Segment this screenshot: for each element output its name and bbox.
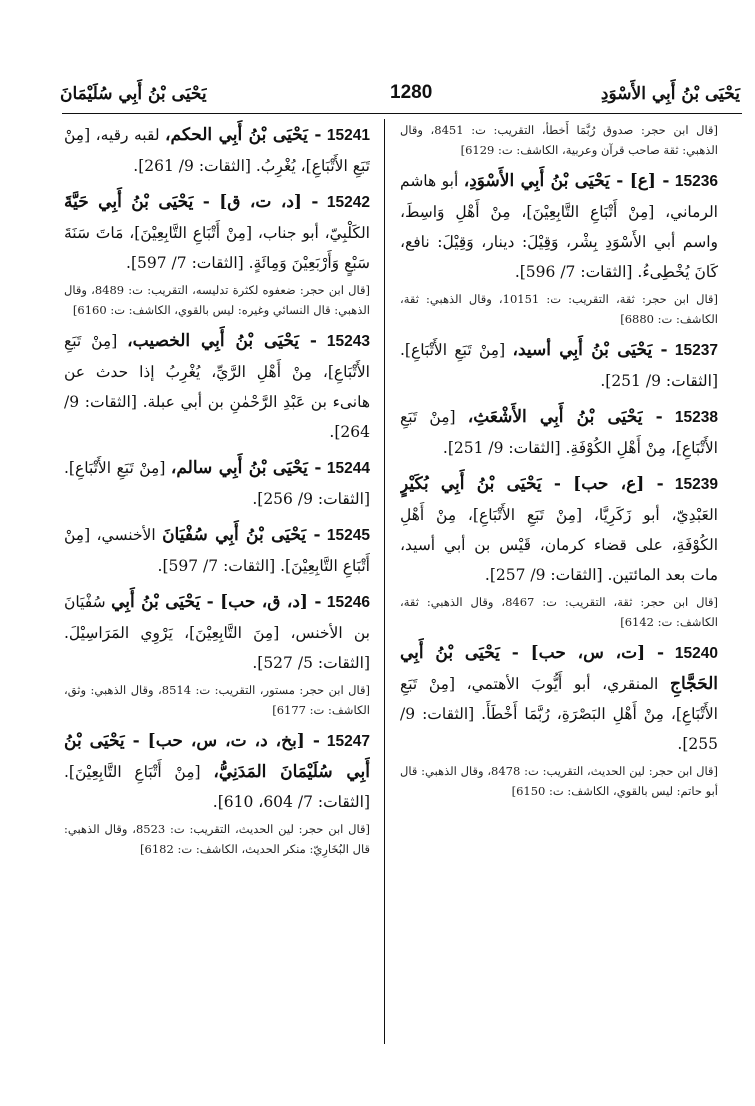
footnote-reference: [قال ابن حجر: مستور، التقريب: ت: 8514، وقال الذهبي: وثق، الكاشف: ت: 6177]: [64, 683, 370, 717]
biography-entry: [400, 166, 718, 287]
entry-body: [مِنْ تَبَعِ الأَتْبَاعِ]، مِنْ أَهْلِ الكُوْفَةِ. [الثقات: 9/ 251].: [400, 408, 718, 457]
footnote-reference: [قال ابن حجر: صدوق رُبَّمَا أَخطأ، التقريب: ت: 8451، وقال الذهبي: ثقة صاحب قرآن وعربية، الكاشف: ت: 6129]: [400, 123, 718, 157]
biography-entry: [64, 587, 370, 678]
entry-body: لقبه رقيه، [مِنْ تَبَعِ الأَتْبَاعِ]، يُغْرِبُ. [الثقات: 9/ 261].: [64, 126, 370, 175]
footnote-reference: [قال ابن حجر: ضعفوه لكثرة تدليسه، التقريب: ت: 8489، وقال الذهبي: قال النسائي وغيره: ليس بالقوي، الكاشف: ت: 6160]: [64, 283, 370, 317]
entry-body: سُفْيَانَ بن الأخنس، [مِنَ التَّابِعِيْنَ]، يَرْوِي المَرَاسِيْلَ. [الثقات: 5/ 527].: [64, 593, 370, 672]
biography-entry: [400, 469, 718, 590]
entry-body: العَبْدِيّ، أبو زَكَرِيَّا، [مِنْ تَبَعِ الأَتْبَاعِ]، مِنْ أَهْلِ الكُوْفَةِ، على قضاء كرمان، قَيْس بن أبي أسيد، مات بعد المائتين. [الثقات: 9/ 257].: [400, 506, 718, 584]
footnote-reference: [قال ابن حجر: لين الحديث، التقريب: ت: 8523، وقال الذهبي: قال البُخَارِيّ: منكر الحديث، الكاشف: ت: 6182]: [64, 822, 370, 856]
entry-body: [مِنْ تَبَعِ الأَتْبَاعِ]. [الثقات: 9/ 251].: [400, 341, 718, 390]
entry-name: - يَحْيَى بْنُ أَبِي الخصيب،: [127, 331, 317, 351]
entry-body: أبو هاشم الرماني، [مِنْ أَتْبَاعِ التَّابِعِيْنَ]، مِنْ أَهْلِ وَاسِطَ، واسم أبي الأَسْوَدِ بِشْر، وَقِيْلَ: دينار، وَقِيْلَ: نافع، كَانَ يُخْطِىءُ. [الثقات: 7/ 596].: [400, 172, 718, 281]
biography-entry: [64, 520, 370, 581]
entry-body: الأخنسي، [مِنْ أَتْبَاعِ التَّابِعِيْنَ]. [الثقات: 7/ 597].: [64, 526, 370, 575]
biography-entry: [64, 453, 370, 514]
entry-name: - [د، ت، ق] - يَحْيَى بْنُ أَبِي حَيَّةَ: [64, 192, 319, 212]
entry-number: 15240: [674, 645, 718, 662]
entry-name: - يَحْيَى بْنُ أَبِي سُفْيَانَ: [162, 525, 321, 545]
entry-name: - يَحْيَى بْنُ أَبِي سالم،: [170, 458, 322, 478]
header-rule: [62, 113, 742, 114]
entry-name: - يَحْيَى بْنُ أَبِي أسيد،: [512, 340, 668, 360]
entry-name: - يَحْيَى بْنُ أَبِي الأَشْعَثِ،: [467, 407, 663, 427]
entry-number: 15245: [326, 527, 370, 544]
entry-number: 15237: [674, 342, 718, 359]
entry-body: الكَلْبِيّ، أبو جناب، [مِنْ أَتْبَاعِ التَّابِعِيْنَ]، مَاتَ سَنَةَ سَبْعٍ وَأَرْبَعِيْنَ وَمِائَةٍ. [الثقات: 7/ 597].: [64, 224, 370, 272]
entry-body: [مِنْ تَبَعِ الأَتْبَاعِ]، مِنْ أَهْلِ الرَّيِّ، يُغْرِبُ إذا حدث عن هانىء بن عَبْدِ الرَّحْمٰنِ بن أبي عبلة. [الثقات: 9/ 264].: [64, 332, 370, 441]
header-left-title: يَحْيَى بْنُ أَبِي سُلَيْمَانَ: [60, 84, 207, 104]
entry-body: [مِنْ تَبَعِ الأَتْبَاعِ]. [الثقات: 9/ 256].: [64, 459, 370, 508]
entry-body: المنقري، أبو أَيُّوبَ الأهتمي، [مِنْ تَبَعِ الأَتْبَاعِ]، مِنْ أَهْلِ البَصْرَةِ، رُبَّمَا أَخْطَأَ. [الثقات: 9/ 255].: [400, 675, 718, 753]
entry-number: 15239: [674, 476, 718, 493]
entry-number: 15246: [326, 594, 370, 611]
entry-number: 15242: [326, 194, 370, 211]
entry-name: - [بخ، د، ت، س، حب] - يَحْيَى بْنُ أَبِي سُلَيْمَانَ المَدَنِيُّ،: [64, 731, 370, 782]
right-column: [400, 120, 718, 1050]
biography-entry: [64, 120, 370, 181]
biography-entry: [400, 335, 718, 396]
entry-number: 15243: [326, 333, 370, 350]
footnote-reference: [قال ابن حجر: ثقة، التقريب: ت: 10151، وقال الذهبي: ثقة، الكاشف: ت: 6880]: [400, 292, 718, 326]
footnote-reference: [قال ابن حجر: لين الحديث، التقريب: ت: 8478، وقال الذهبي: قال أبو حاتم: ليس بالقوي، الكاشف: ت: 6150]: [400, 764, 718, 798]
entry-number: 15247: [326, 733, 370, 750]
entry-number: 15238: [674, 409, 718, 426]
biography-entry: [64, 326, 370, 447]
entry-name: - [ع] - يَحْيَى بْنُ أَبِي الأَسْوَدِ،: [463, 171, 670, 191]
entry-number: 15244: [326, 460, 370, 477]
entry-name: - [د، ق، حب] - يَحْيَى بْنُ أَبِي: [111, 592, 322, 612]
biography-entry: [64, 726, 370, 817]
biography-entry: [400, 638, 718, 759]
header-right-title: يَحْيَى بْنُ أَبِي الأَسْوَدِ: [600, 84, 740, 104]
entry-body: [مِنْ أَتْبَاعِ التَّابِعِيْنَ]. [الثقات: 7/ 604، 610].: [64, 763, 370, 811]
entry-number: 15236: [674, 173, 718, 190]
entry-name: - [ت، س، حب] - يَحْيَى بْنُ أَبِي الحَجَّاجِ: [400, 643, 718, 694]
column-divider: [384, 119, 385, 1044]
biography-entry: [400, 402, 718, 463]
running-header: [60, 78, 740, 108]
entry-number: 15241: [326, 127, 370, 144]
left-column: [64, 120, 370, 1050]
footnote-reference: [قال ابن حجر: ثقة، التقريب: ت: 8467، وقال الذهبي: ثقة، الكاشف: ت: 6142]: [400, 595, 718, 629]
page-number: 1280: [390, 82, 433, 103]
entry-name: - [ع، حب] - يَحْيَى بْنُ أَبِي بُكَيْرٍ: [400, 474, 664, 494]
biography-entry: [64, 187, 370, 278]
entry-name: - يَحْيَى بْنُ أَبِي الحكم،: [165, 125, 322, 145]
